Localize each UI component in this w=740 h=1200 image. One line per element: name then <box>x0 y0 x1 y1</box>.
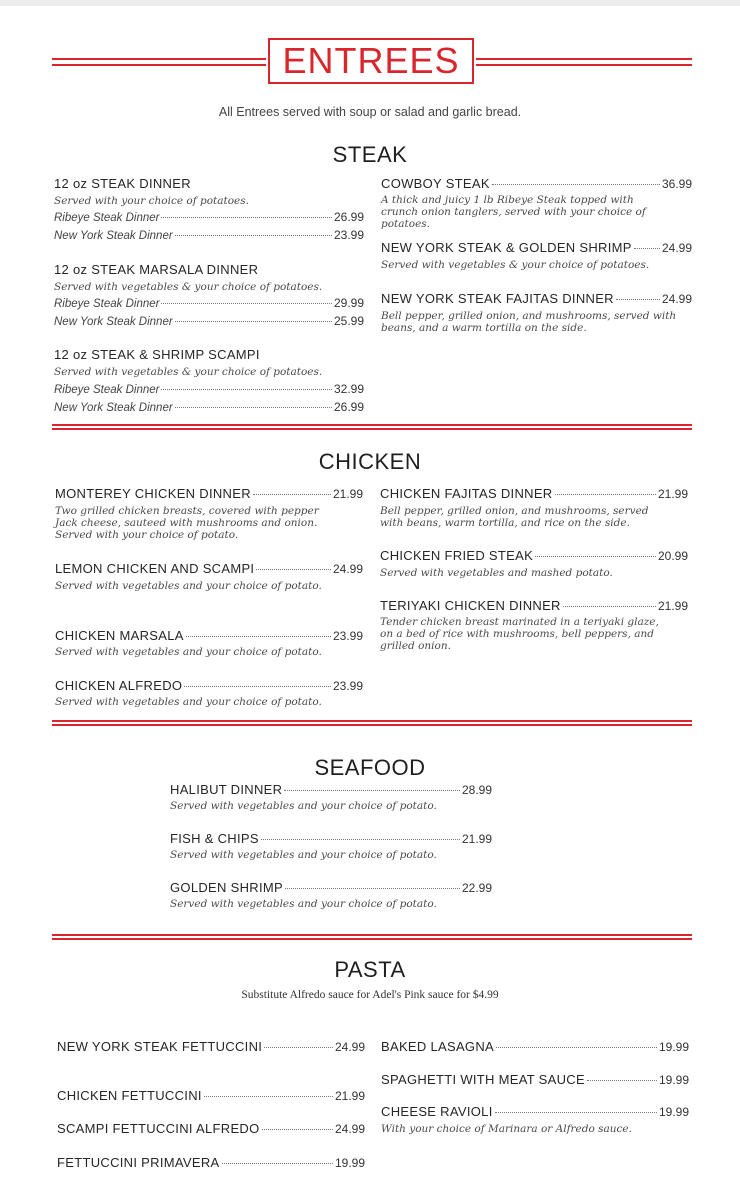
item-description: Bell pepper, grilled onion, and mushrooms, served with beans, and a warm tortilla on the side. <box>381 310 677 334</box>
section-heading-seafood: SEAFOOD <box>314 755 426 780</box>
item-price: 24.99 <box>334 1122 365 1136</box>
item-name: TERIYAKI CHICKEN DINNER <box>380 598 561 613</box>
top-strip <box>0 0 740 6</box>
title-rule-right-bottom <box>476 64 692 66</box>
item-name: HALIBUT DINNER <box>170 782 283 797</box>
menu-item <box>381 1072 689 1087</box>
item-description: Served with vegetables and your choice of potato. <box>55 696 322 708</box>
item-name: 12 oz STEAK & SHRIMP SCAMPI <box>54 347 260 362</box>
section-heading-chicken: CHICKEN <box>318 449 422 474</box>
item-description: Two grilled chicken breasts, covered with pepper Jack cheese, sauteed with mushrooms and onion. Served with your choice of potato. <box>55 505 319 541</box>
item-description: Served with vegetables and your choice of potato. <box>170 800 437 812</box>
menu-item <box>57 1121 365 1136</box>
item-price: 21.99 <box>657 487 688 501</box>
page-subtitle: All Entrees served with soup or salad and garlic bread. <box>218 105 522 119</box>
item-name: CHICKEN FRIED STEAK <box>380 548 534 563</box>
title-rule-right-top <box>476 58 692 60</box>
item-name: NEW YORK STEAK FETTUCCINI <box>57 1039 263 1054</box>
section-divider <box>52 424 692 430</box>
item-description: Served with vegetables & your choice of potatoes. <box>54 366 323 378</box>
price-row <box>54 314 364 328</box>
menu-item <box>170 831 492 846</box>
item-description: A thick and juicy 1 lb Ribeye Steak topped with crunch onion tanglers, served with your choice of potatoes. <box>381 194 646 230</box>
option-label: New York Steak Dinner <box>54 230 173 242</box>
item-price: 24.99 <box>334 1040 365 1054</box>
item-price: 20.99 <box>657 549 688 563</box>
pasta-note: Substitute Alfredo sauce for Adel's Pink sauce for $4.99 <box>241 989 499 1001</box>
option-price: 26.99 <box>333 400 364 414</box>
item-description: With your choice of Marinara or Alfredo sauce. <box>381 1123 632 1135</box>
item-name: GOLDEN SHRIMP <box>170 880 283 895</box>
menu-item <box>57 1155 365 1170</box>
item-name: 12 oz STEAK DINNER <box>54 176 191 191</box>
option-price: 29.99 <box>333 296 364 310</box>
menu-item <box>380 598 688 613</box>
item-description: Served with vegetables and your choice of potato. <box>170 898 437 910</box>
item-description: Served with vegetables and your choice of potato. <box>170 849 437 861</box>
price-row <box>54 210 364 224</box>
item-name: NEW YORK STEAK FAJITAS DINNER <box>381 291 614 306</box>
item-description: Tender chicken breast marinated in a teriyaki glaze, on a bed of rice with mushrooms, bell peppers, and grilled onion. <box>380 616 659 652</box>
item-name: CHICKEN FETTUCCINI <box>57 1088 202 1103</box>
item-name: FETTUCCINI PRIMAVERA <box>57 1155 220 1170</box>
page-title: ENTREES <box>268 38 474 84</box>
item-name: CHEESE RAVIOLI <box>381 1104 493 1119</box>
item-name: SPAGHETTI WITH MEAT SAUCE <box>381 1072 585 1087</box>
menu-item <box>54 176 191 191</box>
item-price: 24.99 <box>661 292 692 306</box>
item-price: 36.99 <box>661 177 692 191</box>
item-description: Served with vegetables and your choice of potato. <box>55 646 322 658</box>
price-row <box>54 296 364 310</box>
menu-item <box>381 176 692 191</box>
option-label: Ribeye Steak Dinner <box>54 212 160 224</box>
section-divider <box>52 934 692 940</box>
item-price: 24.99 <box>661 241 692 255</box>
item-description: Bell pepper, grilled onion, and mushrooms, served with beans, warm tortilla, and rice on the side. <box>380 505 649 529</box>
option-price: 25.99 <box>333 314 364 328</box>
menu-item <box>55 486 363 501</box>
menu-item <box>54 347 260 362</box>
option-label: New York Steak Dinner <box>54 402 173 414</box>
item-price: 23.99 <box>332 679 363 693</box>
item-name: 12 oz STEAK MARSALA DINNER <box>54 262 259 277</box>
item-description: Served with your choice of potatoes. <box>54 195 249 207</box>
price-row <box>54 382 364 396</box>
item-price: 21.99 <box>334 1089 365 1103</box>
item-price: 22.99 <box>461 881 492 895</box>
option-label: Ribeye Steak Dinner <box>54 298 160 310</box>
menu-item <box>55 561 363 576</box>
option-price: 23.99 <box>333 228 364 242</box>
item-price: 19.99 <box>334 1156 365 1170</box>
item-price: 23.99 <box>332 629 363 643</box>
menu-item <box>57 1088 365 1103</box>
item-name: CHICKEN ALFREDO <box>55 678 183 693</box>
section-divider <box>52 720 692 726</box>
option-price: 32.99 <box>333 382 364 396</box>
item-name: SCAMPI FETTUCCINI ALFREDO <box>57 1121 260 1136</box>
menu-item <box>381 291 692 306</box>
item-price: 19.99 <box>658 1073 689 1087</box>
item-price: 21.99 <box>657 599 688 613</box>
menu-item <box>55 628 363 643</box>
item-name: BAKED LASAGNA <box>381 1039 494 1054</box>
item-description: Served with vegetables & your choice of potatoes. <box>54 281 323 293</box>
item-price: 19.99 <box>658 1105 689 1119</box>
menu-item <box>170 880 492 895</box>
item-description: Served with vegetables and mashed potato. <box>380 567 613 579</box>
option-label: New York Steak Dinner <box>54 316 173 328</box>
item-name: LEMON CHICKEN AND SCAMPI <box>55 561 255 576</box>
menu-item <box>55 678 363 693</box>
option-price: 26.99 <box>333 210 364 224</box>
menu-item <box>381 1039 689 1054</box>
title-rule-left-bottom <box>52 64 266 66</box>
item-price: 28.99 <box>461 783 492 797</box>
item-name: CHICKEN MARSALA <box>55 628 184 643</box>
item-name: COWBOY STEAK <box>381 176 490 191</box>
section-heading-steak: STEAK <box>332 142 408 167</box>
menu-item <box>381 1104 689 1119</box>
menu-item <box>54 262 258 277</box>
item-price: 24.99 <box>332 562 363 576</box>
menu-item <box>380 486 688 501</box>
price-row <box>54 400 364 414</box>
item-description: Served with vegetables & your choice of potatoes. <box>381 259 650 271</box>
item-name: FISH & CHIPS <box>170 831 259 846</box>
item-name: NEW YORK STEAK & GOLDEN SHRIMP <box>381 240 632 255</box>
item-name: MONTEREY CHICKEN DINNER <box>55 486 251 501</box>
menu-item <box>57 1039 365 1054</box>
item-price: 21.99 <box>332 487 363 501</box>
menu-item <box>381 240 692 255</box>
item-description: Served with vegetables and your choice of potato. <box>55 580 322 592</box>
item-name: CHICKEN FAJITAS DINNER <box>380 486 553 501</box>
item-price: 21.99 <box>461 832 492 846</box>
price-row <box>54 228 364 242</box>
section-heading-pasta: PASTA <box>334 957 406 982</box>
option-label: Ribeye Steak Dinner <box>54 384 160 396</box>
menu-item <box>170 782 492 797</box>
title-rule-left-top <box>52 58 266 60</box>
menu-item <box>380 548 688 563</box>
item-price: 19.99 <box>658 1040 689 1054</box>
